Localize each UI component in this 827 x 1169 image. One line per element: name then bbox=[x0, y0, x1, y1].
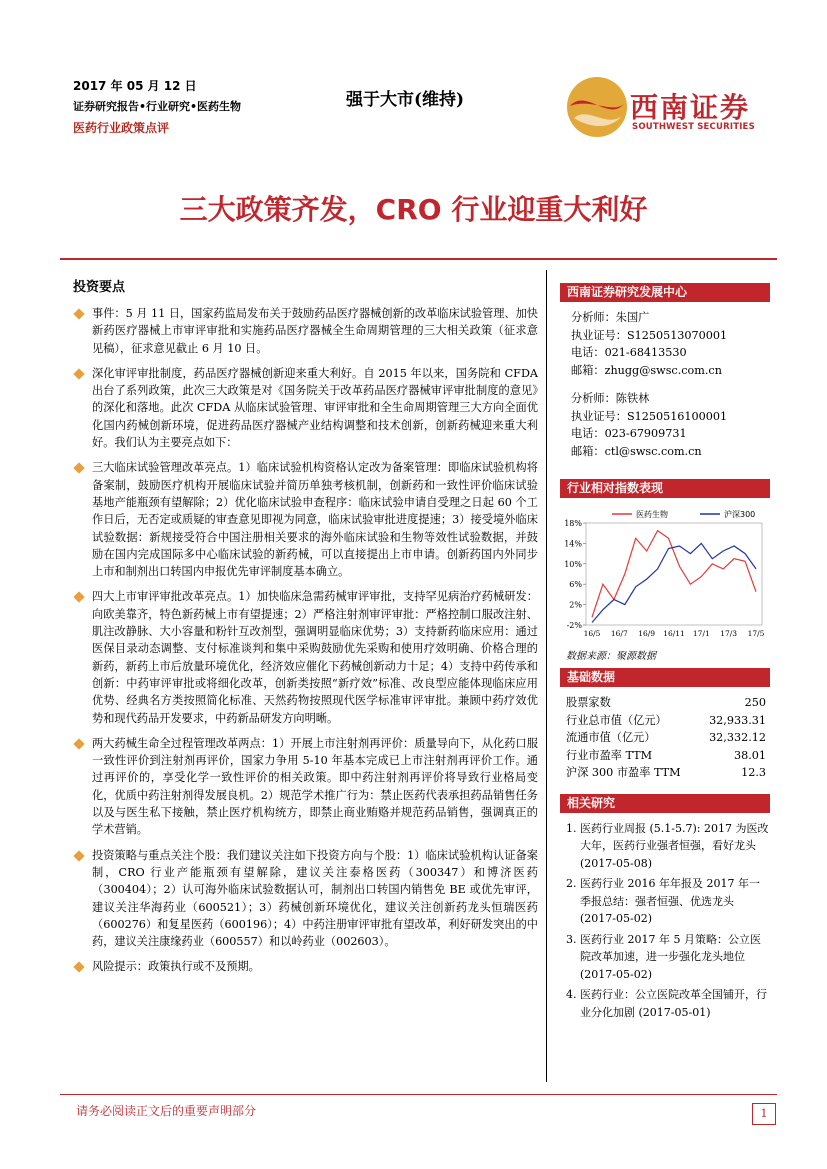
metric-row: 流通市值（亿元） 32,332.12 bbox=[566, 731, 766, 744]
sidebar bbox=[560, 283, 770, 1024]
series-line-pharma bbox=[592, 531, 756, 618]
bullet-icon bbox=[73, 463, 84, 474]
data-source: 数据来源：聚源数据 bbox=[566, 651, 656, 662]
analyst-name: 分析师：陈铁林 bbox=[571, 392, 650, 405]
analyst-license: 执业证号：S1250513070001 bbox=[571, 328, 728, 342]
legend-label: 医药生物 bbox=[636, 510, 668, 519]
metric-row: 行业市盈率 TTM 38.01 bbox=[566, 748, 766, 762]
index-heading: 行业相对指数表现 bbox=[560, 479, 770, 498]
metrics-table bbox=[560, 694, 766, 782]
related-research-heading: 相关研究 bbox=[560, 794, 770, 813]
list-item[interactable]: 3. 医药行业 2017 年 5 月策略：公立医院改革加速，进一步强化龙头地位 (2017-05-02) bbox=[566, 932, 761, 981]
bullet-icon bbox=[73, 738, 84, 749]
basic-data-heading: 基础数据 bbox=[560, 668, 770, 687]
analyst-phone: 电话：021-68413530 bbox=[571, 346, 687, 359]
paragraph-event: 事件：5 月 11 日，国家药监局发布关于鼓励药品医疗器械创新的改革临床试验管理、加快新药医疗器械上市审评审批和实施药品医疗器械全生命周期管理的三大相关政策（征求意见稿），征求意见截止 6 月 10 日。 bbox=[73, 305, 538, 357]
x-tick-label: 16/7 bbox=[610, 629, 628, 638]
paragraph-approval: 四大上市审评审批改革亮点。1）加快临床急需药械审评审批，支持罕见病治疗药械研发：向欧美靠齐，特色新药械上市有望提速；2）严格注射剂审评审批：严格控制口服改注射、肌注改静脉、大小容量和粉针互改剂型，强调明显临床优势；3）支持新药临床应用：通过医保目录动态调整、支付标准谈判和集中采购鼓励优先采购和使用疗效明确、价格合理的新药，新药上市后放量环境优化，经济效应催化下药械创新动力十足；4）支持中药传承和创新：中药审评审批或将细化改革，创新类按照“新疗效”标准、改良型应能体现临床应用优势、经典名方类按照简化标准、天然药物按照现代医学标准审评审批。兼顾中药疗效优势和现代药品开发要求，中药新品研发方向明晰。 bbox=[73, 588, 538, 726]
y-tick-label: -2% bbox=[566, 621, 582, 630]
bullet-icon bbox=[73, 962, 84, 973]
x-tick-label: 17/3 bbox=[720, 629, 738, 638]
list-item[interactable]: 1. 医药行业周报 (5.1-5.7): 2017 为医改大年，医药行业强者恒强，看好龙头 (2017-05-08) bbox=[566, 821, 769, 870]
bullet-icon bbox=[73, 592, 84, 603]
related-research-list bbox=[560, 820, 770, 1022]
paragraph-strategy: 投资策略与重点关注个股：我们建议关注如下投资方向与个股：1）临床试验机构认证备案制，CRO 行业产能瓶颈有望解除，建议关注泰格医药（300347）和博济医药（300404）；2）认可海外临床试验数据认可，制剂出口转国内销售免 BE 或优先审评，建议关注华海药业（600521）；3）药械创新环境优化，建议关注创新药龙头恒瑞医药（600276）和复星医药（600196）；4）中药注册审评审批有望改革，利好研发突出的中药，建议关注康缘药业（600557）和以岭药业（002603）。 bbox=[73, 847, 538, 951]
x-tick-label: 17/1 bbox=[692, 629, 710, 638]
x-tick-label: 17/5 bbox=[747, 629, 765, 638]
main-column bbox=[73, 276, 538, 984]
section-heading: 投资要点 bbox=[73, 280, 126, 295]
footer-rule bbox=[60, 1094, 777, 1095]
paragraph-risk: 风险提示：政策执行或不及预期。 bbox=[73, 958, 538, 975]
rating: 强于大市(维持) bbox=[346, 90, 465, 110]
analyst-email[interactable]: 邮箱：ctl@swsc.com.cn bbox=[571, 444, 702, 458]
bullet-icon bbox=[73, 308, 84, 319]
series-line-hs300 bbox=[592, 543, 756, 622]
x-tick-label: 16/9 bbox=[638, 629, 656, 638]
page-title: 三大政策齐发，CRO 行业迎重大利好 bbox=[179, 193, 648, 226]
y-tick-label: 18% bbox=[564, 519, 582, 528]
page-number: 1 bbox=[752, 1103, 776, 1125]
list-item[interactable]: 4. 医药行业：公立医院改革全国铺开，行业分化加剧 (2017-05-01) bbox=[566, 988, 767, 1019]
paragraph-lifecycle: 两大药械生命全过程管理改革两点：1）开展上市注射剂再评价：质量导向下，从化药口服一致性评价到注射剂再评价，国家力争用 5-10 年基本完成已上市注射剂再评价工作。通过再评价的，享受化学一致性评价的相关政策。即中药注射剂再评价将导致行业格局变化，优质中药注射剂得发展良机。2）规范学术推广行为：禁止医药代表承担药品销售任务以及与医生私下接触，禁止医疗机构统方，即禁止商业贿赂并规范药品销售，强调真正的学术营销。 bbox=[73, 735, 538, 839]
y-tick-label: 2% bbox=[569, 600, 582, 610]
relative-index-chart bbox=[560, 505, 770, 640]
column-divider bbox=[546, 270, 547, 1082]
metric-row: 行业总市值（亿元） 32,933.31 bbox=[566, 713, 766, 727]
paragraph-reform: 深化审评审批制度，药品医疗器械创新迎来重大利好。自 2015 年以来，国务院和 CFDA 出台了系列政策，此次三大政策是对《国务院关于改革药品医疗器械审评审批制度的意见》的深化和落地。此次 CFDA 从临床试验管理、审评审批和全生命周期管理三大方向全面优化国内药械创新环境，促进药品医疗器械产业结构调整和技术创新，创新药械迎来重大利好。我们认为主要亮点如下： bbox=[73, 365, 538, 451]
list-item[interactable]: 2. 医药行业 2016 年年报及 2017 年一季报总结：强者恒强、优选龙头 (2017-05-02) bbox=[566, 877, 760, 925]
report-date: 2017 年 05 月 12 日 bbox=[73, 79, 197, 93]
legend-label: 沪深300 bbox=[724, 510, 756, 519]
research-center-heading: 西南证券研究发展中心 bbox=[560, 283, 770, 302]
analyst-email[interactable]: 邮箱：zhugg@swsc.com.cn bbox=[571, 363, 722, 377]
x-tick-label: 16/11 bbox=[663, 629, 685, 638]
footer-disclaimer[interactable]: 请务必阅读正文后的重要声明部分 bbox=[76, 1104, 257, 1118]
analyst-name: 分析师：朱国广 bbox=[571, 311, 650, 324]
plot-frame bbox=[586, 523, 762, 625]
title-rule bbox=[60, 258, 777, 260]
bullet-icon bbox=[73, 368, 84, 379]
y-tick-label: 14% bbox=[564, 539, 582, 549]
report-subcategory: 医药行业政策点评 bbox=[73, 121, 170, 135]
x-tick-label: 16/5 bbox=[583, 629, 601, 638]
report-category: 证券研究报告•行业研究•医药生物 bbox=[73, 100, 242, 113]
y-tick-label: 10% bbox=[564, 559, 582, 569]
paragraph-clinical: 三大临床试验管理改革亮点。1）临床试验机构资格认定改为备案管理：即临床试验机构将备案制，鼓励医疗机构开展临床试验并简历单独考核机制，创新药和一致性评价临床试验基地产能瓶颈有望解除；2）优化临床试验申查程序：临床试验申请自受理之日起 60 个工作日后，无否定或质疑的审查意见即视为同意，临床试验审批进度提速；3）接受境外临床试验数据：新规接受符合中国注册相关要求的海外临床试验和生物等效性试验数据，并鼓励在国内完成国际多中心临床试验的新药械，可以直接提出上市申请。创新药国内外同步上市和制剂出口转国内申报优先审评制度基本确立。 bbox=[73, 459, 538, 580]
logo-text-cn: 西南证券 bbox=[630, 91, 751, 124]
metric-row: 沪深 300 市盈率 TTM 12.3 bbox=[566, 766, 766, 779]
y-tick-label: 6% bbox=[569, 580, 582, 590]
analyst-license: 执业证号：S1250516100001 bbox=[571, 409, 728, 423]
bullet-icon bbox=[73, 850, 84, 861]
analyst-phone: 电话：023-67909731 bbox=[571, 427, 687, 440]
metric-row: 股票家数 250 bbox=[566, 696, 766, 709]
logo-text-en: SOUTHWEST SECURITIES bbox=[632, 122, 755, 132]
